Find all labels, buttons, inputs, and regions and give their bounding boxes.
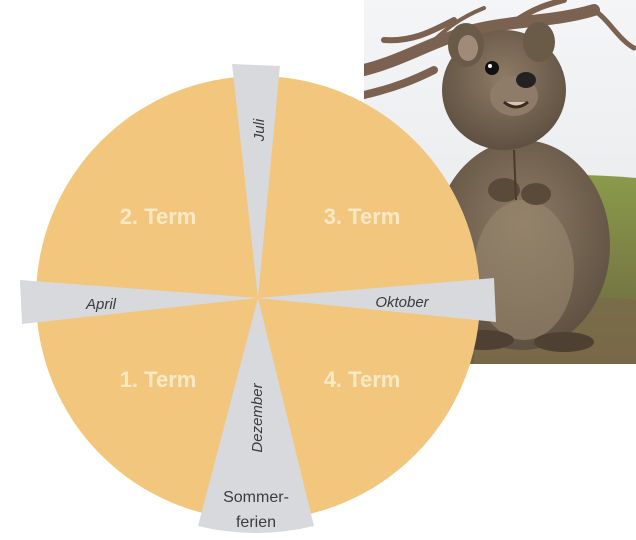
month-label-right: Oktober [375, 294, 429, 311]
month-label-left: April [85, 296, 117, 313]
term-4-label: 4. Term [323, 367, 401, 392]
term-3-label: 3. Term [323, 204, 401, 229]
term-1-label: 1. Term [119, 367, 197, 392]
term-2-label: 2. Term [119, 204, 197, 229]
holiday-label-line2: ferien [235, 514, 277, 531]
month-label-bottom: Dezember [249, 383, 266, 453]
month-label-top: Juli [251, 118, 268, 142]
holiday-label-line1: Sommer- [223, 489, 289, 506]
